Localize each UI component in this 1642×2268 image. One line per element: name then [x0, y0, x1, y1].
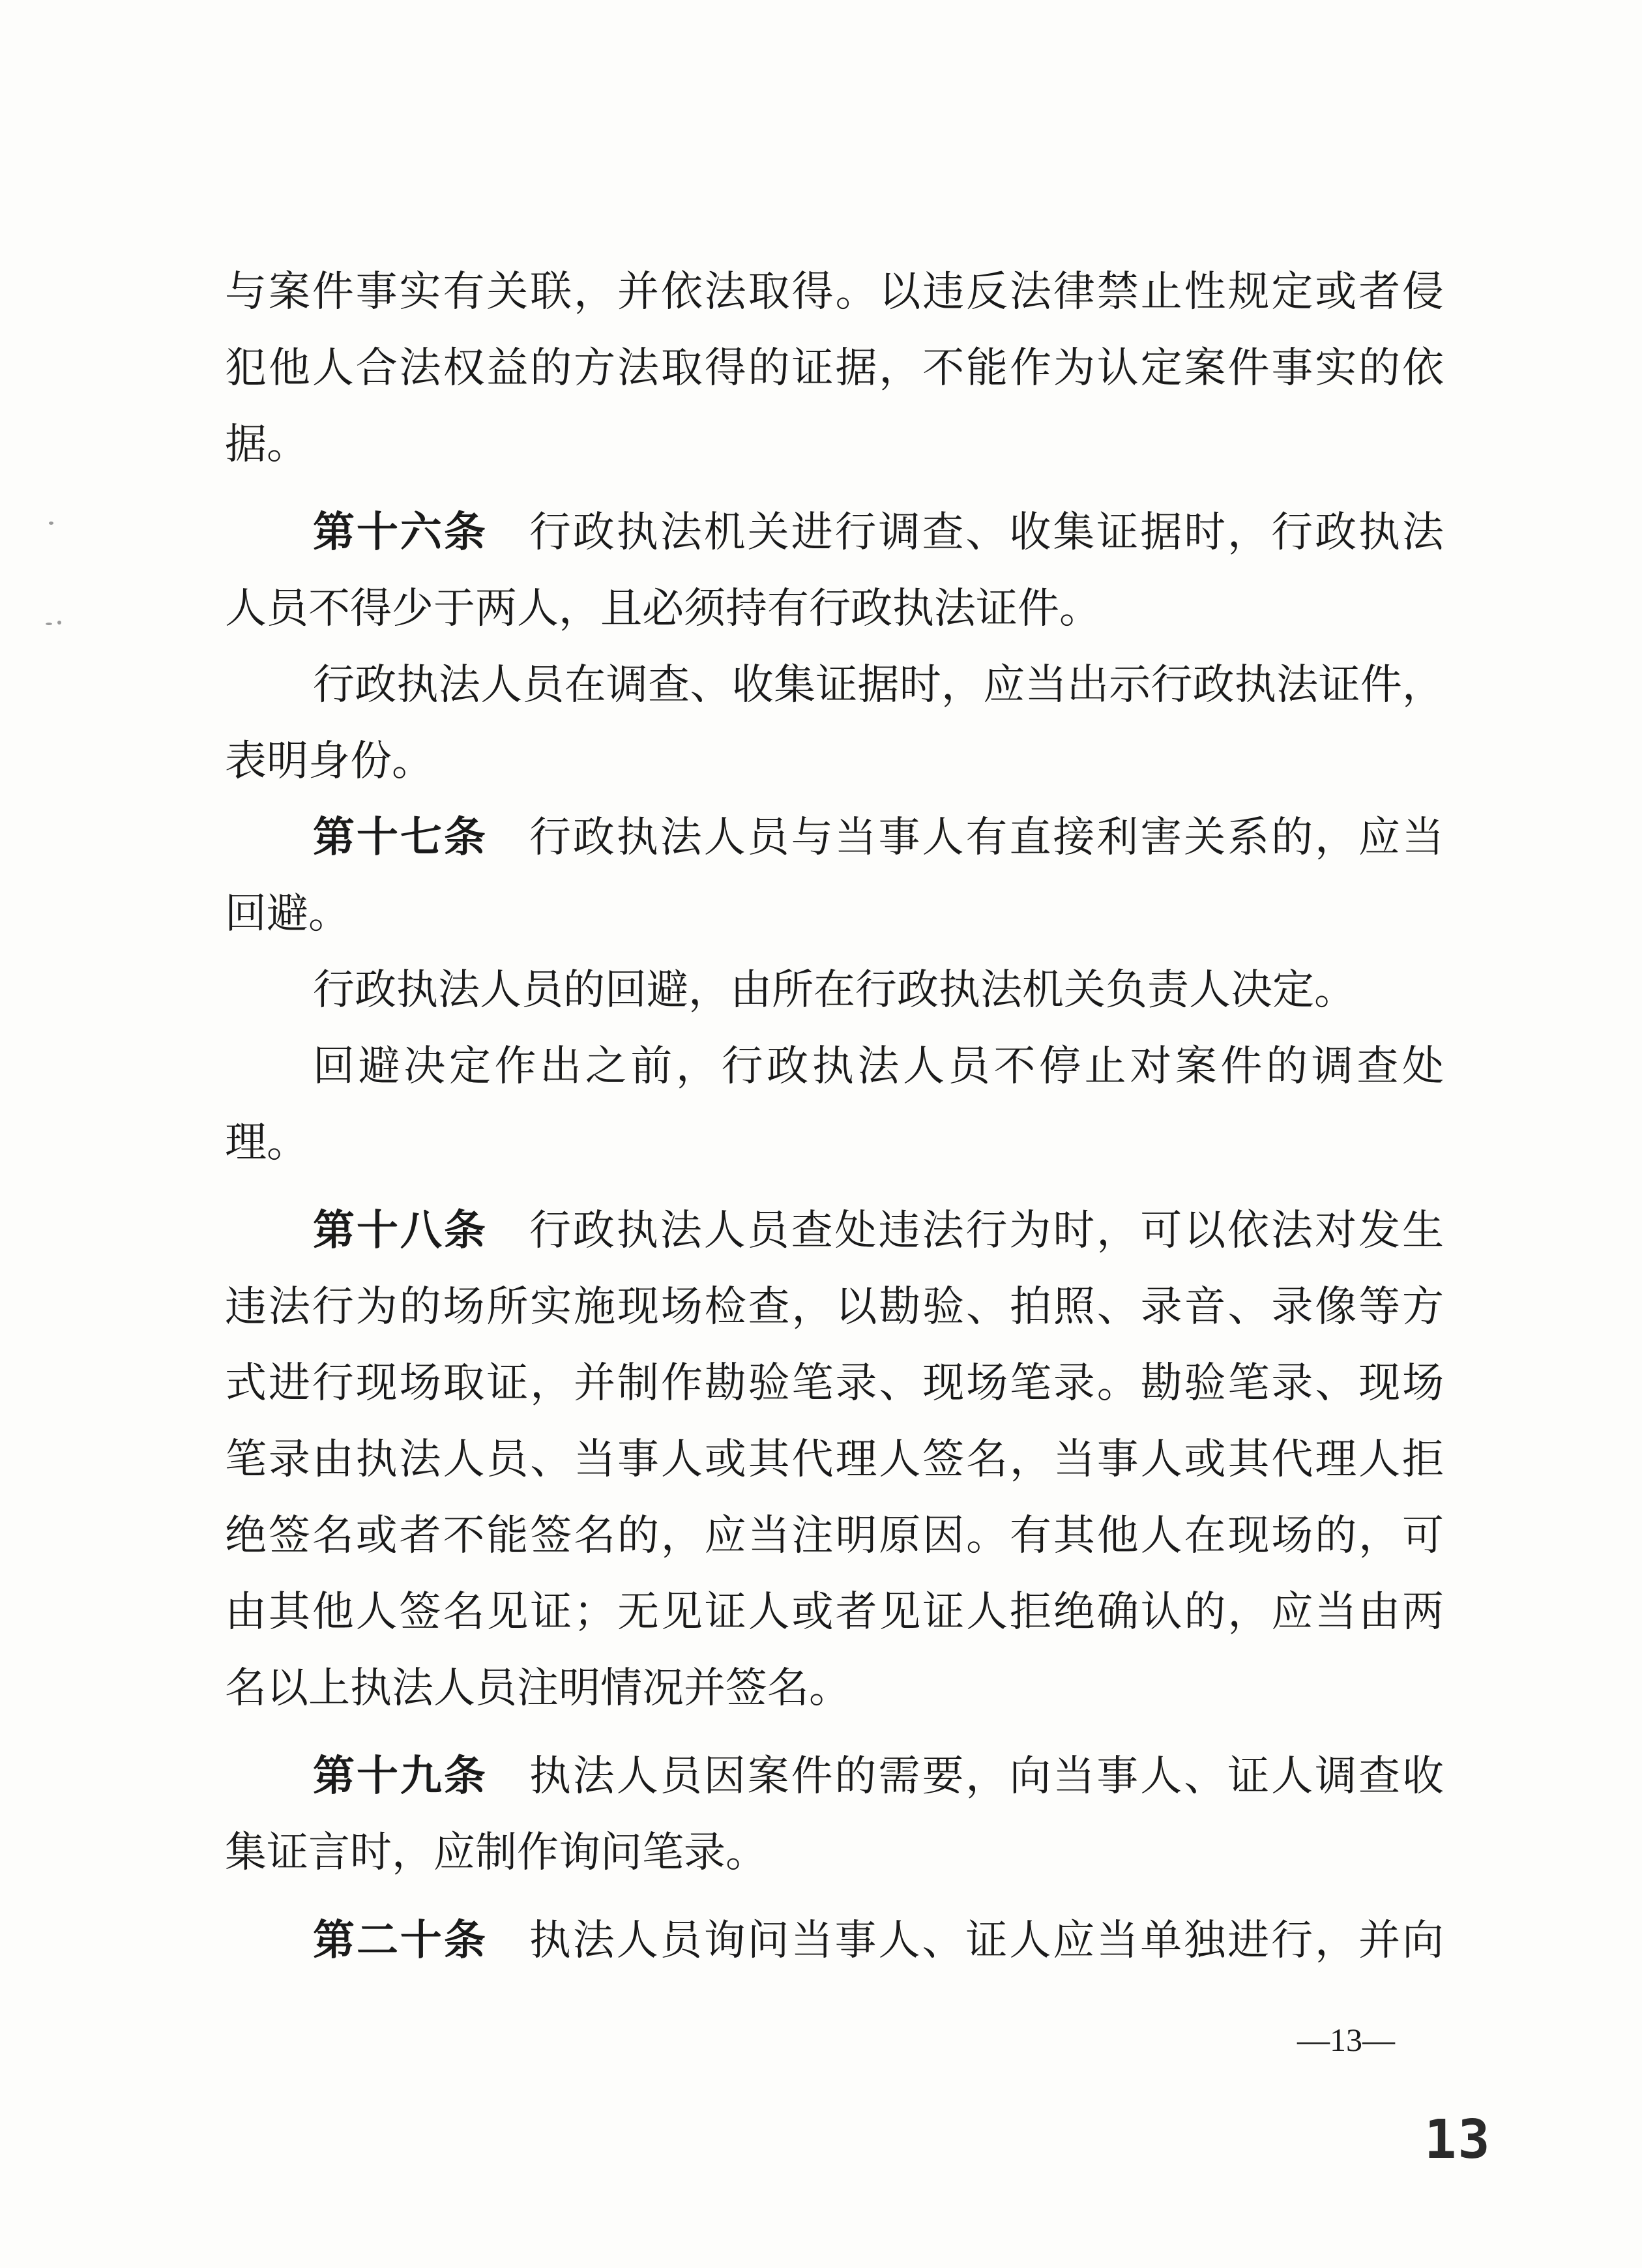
article-title: 第十九条 — [313, 1752, 488, 1801]
text-line: 犯他人合法权益的方法取得的证据，不能作为认定案件事实的依 — [225, 344, 1444, 392]
text-line: 回避决定作出之前，行政执法人员不停止对案件的调查处 — [313, 1042, 1444, 1091]
text-line: 与案件事实有关联，并依法取得。以违反法律禁止性规定或者侵 — [225, 268, 1444, 316]
article-16-line — [225, 507, 1444, 559]
page-number: —13— — [1297, 2022, 1395, 2058]
text-line: 据。 — [225, 420, 308, 469]
text-line: 由其他人签名见证；无见证人或者见证人拒绝确认的，应当由两 — [225, 1588, 1444, 1636]
text-line: 表明身份。 — [225, 737, 433, 786]
scan-speck — [49, 522, 53, 525]
scan-speck — [57, 621, 61, 625]
article-text: 行政执法人员查处违法行为时，可以依法对发生 — [529, 1207, 1444, 1255]
text-line: 理。 — [225, 1119, 308, 1167]
article-title: 第二十条 — [313, 1917, 488, 1965]
text-line: 人员不得少于两人，且必须持有行政执法证件。 — [225, 585, 1101, 633]
article-title: 第十七条 — [313, 814, 488, 862]
article-text: 执法人员因案件的需要，向当事人、证人调查收 — [529, 1752, 1444, 1801]
text-line: 回避。 — [225, 890, 350, 938]
article-17-line — [225, 812, 1444, 864]
text-line: 集证言时，应制作询问笔录。 — [225, 1829, 767, 1877]
article-19-line — [225, 1750, 1444, 1803]
article-text: 行政执法机关进行调查、收集证据时，行政执法 — [529, 508, 1444, 557]
article-title: 第十八条 — [313, 1207, 488, 1255]
text-line: 式进行现场取证，并制作勘验笔录、现场笔录。勘验笔录、现场 — [225, 1359, 1444, 1407]
article-20-line — [225, 1915, 1444, 1967]
text-line: 名以上执法人员注明情况并签名。 — [225, 1664, 851, 1713]
text-line: 绝签名或者不能签名的，应当注明原因。有其他人在现场的，可 — [225, 1512, 1444, 1560]
text-line: 笔录由执法人员、当事人或其代理人签名，当事人或其代理人拒 — [225, 1436, 1444, 1484]
article-18-line — [225, 1205, 1444, 1257]
text-line: 违法行为的场所实施现场检查，以勘验、拍照、录音、录像等方 — [225, 1283, 1444, 1331]
article-title: 第十六条 — [313, 508, 488, 557]
article-text: 执法人员询问当事人、证人应当单独进行，并向 — [529, 1917, 1444, 1965]
page-stamp-number: 13 — [1424, 2109, 1491, 2171]
article-text: 行政执法人员与当事人有直接利害关系的，应当 — [529, 814, 1444, 862]
scan-speck — [46, 623, 52, 625]
text-line: 行政执法人员在调查、收集证据时，应当出示行政执法证件， — [313, 661, 1444, 709]
text-line: 行政执法人员的回避，由所在行政执法机关负责人决定。 — [313, 966, 1356, 1014]
